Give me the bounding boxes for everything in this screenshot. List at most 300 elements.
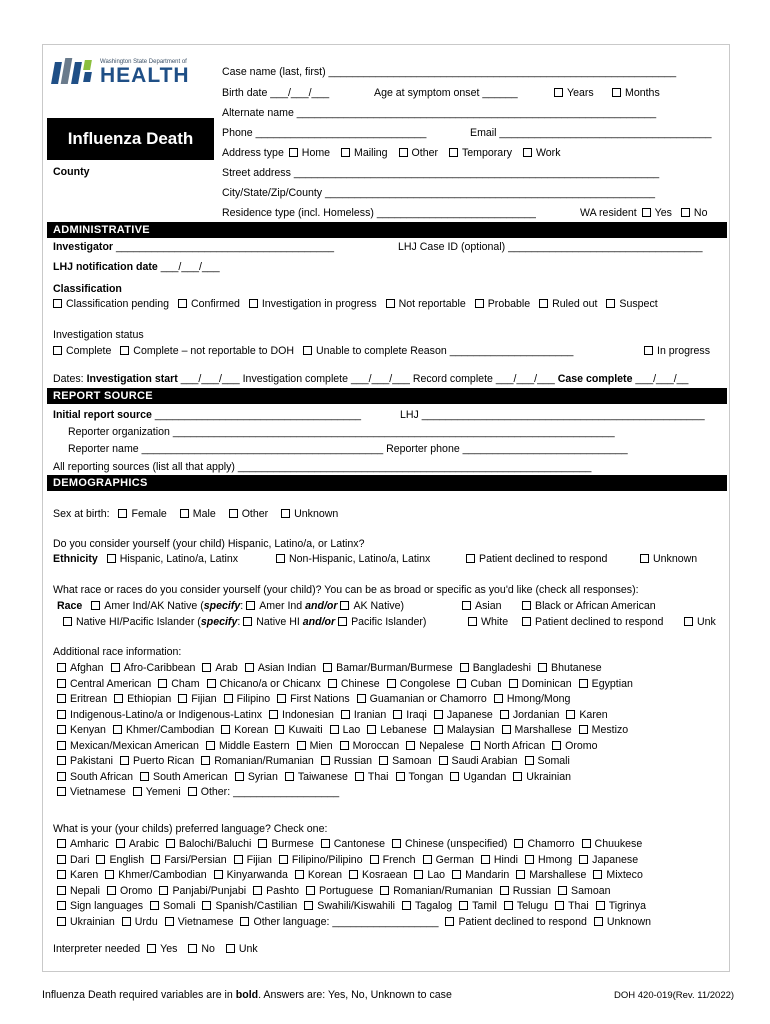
checkbox-option[interactable] [57, 869, 98, 881]
checkbox[interactable] [151, 855, 160, 864]
investigator-field[interactable]: Investigator _____________________________________ [53, 241, 334, 253]
checkbox[interactable] [340, 741, 349, 750]
checkbox-option[interactable] [434, 724, 495, 736]
checkbox-option[interactable] [514, 838, 574, 850]
checkbox[interactable] [306, 886, 315, 895]
checkbox-option[interactable] [120, 755, 194, 767]
checkbox[interactable] [459, 901, 468, 910]
checkbox-option[interactable] [387, 678, 451, 690]
checkbox[interactable] [277, 694, 286, 703]
checkbox-option[interactable] [582, 838, 643, 850]
checkbox-option[interactable] [558, 885, 610, 897]
checkbox[interactable] [481, 855, 490, 864]
checkbox-option[interactable] [57, 693, 107, 705]
checkbox[interactable] [57, 901, 66, 910]
race-white-option[interactable]: White [468, 616, 508, 629]
checkbox[interactable] [525, 756, 534, 765]
checkbox-option[interactable] [593, 869, 643, 881]
non-hispanic-option[interactable]: Non-Hispanic, Latino/a, Latinx [276, 553, 430, 566]
checkbox[interactable] [120, 756, 129, 765]
checkbox[interactable] [57, 917, 66, 926]
checkbox[interactable] [414, 870, 423, 879]
checkbox[interactable] [612, 88, 621, 97]
checkbox[interactable] [328, 679, 337, 688]
race-asian-option[interactable]: Asian [462, 600, 502, 613]
checkbox-option[interactable] [306, 885, 373, 897]
checkbox-option[interactable] [460, 662, 531, 674]
checkbox[interactable] [245, 663, 254, 672]
checkbox[interactable] [396, 772, 405, 781]
years-option[interactable]: Years [554, 87, 594, 100]
checkbox-option[interactable] [393, 709, 427, 721]
checkbox-option[interactable] [330, 724, 361, 736]
lhj-field[interactable]: LHJ ________________________________________________ [400, 409, 705, 421]
checkbox[interactable] [249, 299, 258, 308]
checkbox[interactable] [340, 601, 349, 610]
checkbox[interactable] [449, 148, 458, 157]
checkbox-option[interactable] [596, 900, 646, 912]
alternate-name-field[interactable]: Alternate name _____________________________________________________________ [222, 107, 657, 119]
checkbox-option[interactable] [552, 740, 597, 752]
checkbox[interactable] [593, 870, 602, 879]
checkbox[interactable] [554, 88, 563, 97]
checkbox[interactable] [439, 756, 448, 765]
eth-unknown-option[interactable]: Unknown [640, 553, 697, 566]
checkbox[interactable] [471, 741, 480, 750]
checkbox[interactable] [579, 679, 588, 688]
checkbox-option[interactable] [158, 678, 199, 690]
option-label: Pashto [266, 884, 300, 897]
checkbox-option[interactable] [434, 709, 493, 721]
checkbox[interactable] [642, 208, 651, 217]
reporter-organization-field[interactable]: Reporter organization ___________________________________________________________________________ [68, 426, 615, 438]
checkbox[interactable] [523, 148, 532, 157]
checkbox[interactable] [180, 509, 189, 518]
checkbox[interactable] [57, 870, 66, 879]
checkbox-option[interactable] [165, 916, 234, 928]
checkbox[interactable] [269, 710, 278, 719]
checkbox-option[interactable] [357, 693, 487, 705]
checkbox-option[interactable] [221, 724, 268, 736]
checkbox[interactable] [450, 772, 459, 781]
checkbox-option[interactable] [57, 709, 262, 721]
checkbox[interactable] [594, 917, 603, 926]
checkbox[interactable] [178, 694, 187, 703]
checkbox[interactable] [303, 346, 312, 355]
checkbox-option[interactable] [188, 786, 339, 798]
checkbox[interactable] [165, 917, 174, 926]
checkbox-option[interactable] [178, 693, 216, 705]
checkbox-option[interactable] [150, 900, 195, 912]
checkbox[interactable] [150, 901, 159, 910]
checkbox[interactable] [96, 855, 105, 864]
checkbox-option[interactable] [396, 771, 444, 783]
dates-row[interactable]: Dates: Investigation start ___/___/___ Investigation complete ___/___/___ Record complete ___/___/___ Case complete ___/___/__ [53, 373, 689, 385]
checkbox-option[interactable] [323, 662, 453, 674]
checkbox[interactable] [330, 725, 339, 734]
checkbox[interactable] [53, 299, 62, 308]
checkbox-option[interactable] [579, 854, 638, 866]
checkbox-option[interactable] [240, 916, 438, 928]
checkbox[interactable] [644, 346, 653, 355]
checkbox[interactable] [341, 148, 350, 157]
checkbox[interactable] [289, 148, 298, 157]
checkbox-option[interactable] [111, 662, 196, 674]
checkbox-option[interactable] [107, 885, 152, 897]
checkbox-option[interactable] [494, 693, 571, 705]
checkbox-option[interactable] [275, 724, 322, 736]
eth-declined-option[interactable]: Patient declined to respond [466, 553, 607, 566]
checkbox[interactable] [380, 886, 389, 895]
checkbox[interactable] [258, 839, 267, 848]
checkbox[interactable] [423, 855, 432, 864]
option-row [57, 838, 642, 851]
checkbox-option[interactable] [253, 885, 299, 897]
checkbox-option[interactable] [502, 724, 572, 736]
checkbox[interactable] [582, 839, 591, 848]
checkbox-option[interactable] [402, 900, 452, 912]
checkbox[interactable] [387, 679, 396, 688]
checkbox[interactable] [341, 710, 350, 719]
checkbox[interactable] [392, 839, 401, 848]
checkbox[interactable] [538, 663, 547, 672]
checkbox[interactable] [118, 509, 127, 518]
checkbox-option[interactable] [450, 771, 506, 783]
checkbox[interactable] [57, 741, 66, 750]
checkbox[interactable] [379, 756, 388, 765]
checkbox[interactable] [202, 663, 211, 672]
checkbox-option[interactable] [96, 854, 144, 866]
checkbox[interactable] [57, 679, 66, 688]
checkbox[interactable] [166, 839, 175, 848]
checkbox-option[interactable] [304, 900, 395, 912]
checkbox[interactable] [462, 601, 471, 610]
age-onset-field[interactable]: Age at symptom onset ______ [374, 87, 518, 99]
checkbox[interactable] [105, 870, 114, 879]
residence-type-field[interactable]: Residence type (incl. Homeless) ___________________________ [222, 207, 536, 219]
checkbox[interactable] [399, 148, 408, 157]
checkbox[interactable] [57, 787, 66, 796]
checkbox-option[interactable] [57, 678, 151, 690]
checkbox-option[interactable] [122, 916, 158, 928]
option-label: Vietnamese [177, 915, 234, 928]
checkbox[interactable] [457, 679, 466, 688]
checkbox[interactable] [555, 901, 564, 910]
street-address-field[interactable]: Street address ______________________________________________________________ [222, 167, 660, 179]
initial-report-source-field[interactable]: Initial report source ___________________________________ [53, 409, 362, 421]
checkbox-option[interactable] [500, 709, 560, 721]
in-progress-option[interactable]: In progress [644, 345, 710, 358]
checkbox-option[interactable] [57, 662, 104, 674]
checkbox[interactable] [566, 710, 575, 719]
checkbox-option[interactable] [379, 755, 431, 767]
checkbox-option[interactable] [414, 869, 445, 881]
checkbox[interactable] [188, 787, 197, 796]
checkbox-option[interactable] [159, 885, 246, 897]
checkbox-option[interactable] [471, 740, 545, 752]
checkbox-option[interactable] [500, 885, 551, 897]
checkbox[interactable] [201, 756, 210, 765]
checkbox-option[interactable] [525, 755, 570, 767]
checkbox-option[interactable] [392, 838, 507, 850]
checkbox[interactable] [243, 617, 252, 626]
checkbox-option[interactable] [295, 869, 342, 881]
checkbox-option[interactable] [57, 885, 100, 897]
checkbox-option[interactable] [367, 724, 427, 736]
checkbox-option[interactable] [245, 662, 316, 674]
checkbox[interactable] [321, 756, 330, 765]
checkbox[interactable] [57, 694, 66, 703]
checkbox-option[interactable] [201, 755, 314, 767]
checkbox-option[interactable] [206, 740, 290, 752]
checkbox-option[interactable] [285, 771, 348, 783]
checkbox[interactable] [276, 554, 285, 563]
lhj-case-id-field[interactable]: LHJ Case ID (optional) _________________________________ [398, 241, 703, 253]
checkbox-option[interactable] [234, 854, 272, 866]
case-name-field[interactable]: Case name (last, first) ___________________________________________________________ [222, 66, 677, 78]
checkbox-option[interactable] [406, 740, 464, 752]
checkbox-option[interactable] [235, 771, 278, 783]
checkbox-option[interactable] [321, 755, 372, 767]
checkbox[interactable] [525, 855, 534, 864]
checkbox[interactable] [107, 554, 116, 563]
checkbox[interactable] [111, 663, 120, 672]
checkbox[interactable] [509, 679, 518, 688]
checkbox[interactable] [513, 772, 522, 781]
checkbox-option[interactable] [439, 755, 518, 767]
checkbox[interactable] [206, 741, 215, 750]
checkbox-option[interactable] [166, 838, 251, 850]
all-reporting-sources-field[interactable]: All reporting sources (list all that apply) ____________________________________________________________ [53, 461, 592, 473]
checkbox[interactable] [606, 299, 615, 308]
checkbox-option[interactable] [57, 838, 109, 850]
checkbox[interactable] [321, 839, 330, 848]
checkbox-option[interactable] [380, 885, 493, 897]
checkbox-option[interactable] [445, 916, 586, 928]
checkbox[interactable] [502, 725, 511, 734]
checkbox-option[interactable] [516, 869, 586, 881]
checkbox[interactable] [596, 901, 605, 910]
checkbox[interactable] [514, 839, 523, 848]
checkbox-option[interactable] [509, 678, 572, 690]
checkbox[interactable] [295, 870, 304, 879]
checkbox[interactable] [367, 725, 376, 734]
checkbox[interactable] [122, 917, 131, 926]
checkbox[interactable] [188, 944, 197, 953]
checkbox[interactable] [246, 601, 255, 610]
checkbox-option[interactable] [116, 838, 159, 850]
checkbox-option[interactable] [114, 693, 171, 705]
checkbox[interactable] [235, 772, 244, 781]
checkbox[interactable] [640, 554, 649, 563]
race-black-option[interactable]: Black or African American [522, 600, 656, 613]
checkbox-option[interactable] [566, 709, 607, 721]
checkbox[interactable] [140, 772, 149, 781]
checkbox[interactable] [357, 694, 366, 703]
checkbox-option[interactable] [140, 771, 228, 783]
checkbox[interactable] [522, 601, 531, 610]
checkbox[interactable] [466, 554, 475, 563]
checkbox-option[interactable] [207, 678, 321, 690]
checkbox[interactable] [355, 772, 364, 781]
checkbox[interactable] [275, 725, 284, 734]
checkbox[interactable] [338, 617, 347, 626]
checkbox-option[interactable] [481, 854, 518, 866]
checkbox[interactable] [500, 886, 509, 895]
checkbox[interactable] [349, 870, 358, 879]
checkbox-option[interactable] [105, 869, 206, 881]
checkbox[interactable] [113, 725, 122, 734]
checkbox-option[interactable] [57, 916, 115, 928]
checkbox[interactable] [468, 617, 477, 626]
checkbox[interactable] [406, 741, 415, 750]
checkbox[interactable] [63, 617, 72, 626]
checkbox[interactable] [226, 944, 235, 953]
checkbox-option[interactable] [269, 709, 334, 721]
checkbox[interactable] [494, 694, 503, 703]
checkbox[interactable] [281, 509, 290, 518]
checkbox-option[interactable] [258, 838, 313, 850]
checkbox-option[interactable] [57, 755, 113, 767]
reporter-name-field[interactable]: Reporter name _________________________________________ Reporter phone ____________________________ [68, 443, 628, 455]
checkbox[interactable] [522, 617, 531, 626]
checkbox[interactable] [159, 886, 168, 895]
checkbox-option[interactable] [202, 900, 297, 912]
checkbox-option[interactable] [57, 786, 126, 798]
checkbox-option[interactable] [504, 900, 548, 912]
checkbox-option[interactable] [321, 838, 385, 850]
checkbox[interactable] [279, 855, 288, 864]
checkbox[interactable] [386, 299, 395, 308]
checkbox-option[interactable] [340, 740, 400, 752]
checkbox[interactable] [579, 855, 588, 864]
checkbox[interactable] [57, 772, 66, 781]
checkbox[interactable] [434, 710, 443, 719]
checkbox[interactable] [147, 944, 156, 953]
race-declined-option[interactable]: Patient declined to respond [522, 616, 663, 629]
lhj-notification-date-field[interactable]: LHJ notification date ___/___/___ [53, 261, 220, 273]
checkbox-option[interactable] [57, 900, 143, 912]
checkbox[interactable] [297, 741, 306, 750]
checkbox-option[interactable] [525, 854, 572, 866]
checkbox[interactable] [445, 917, 454, 926]
checkbox-option[interactable] [594, 916, 651, 928]
checkbox[interactable] [91, 601, 100, 610]
checkbox-option[interactable] [202, 662, 237, 674]
checkbox[interactable] [558, 886, 567, 895]
checkbox[interactable] [460, 663, 469, 672]
checkbox[interactable] [57, 855, 66, 864]
checkbox-option[interactable] [57, 854, 89, 866]
checkbox[interactable] [57, 725, 66, 734]
checkbox[interactable] [681, 208, 690, 217]
phone-field[interactable]: Phone _____________________________ [222, 127, 427, 139]
checkbox-option[interactable] [328, 678, 380, 690]
checkbox[interactable] [539, 299, 548, 308]
checkbox[interactable] [207, 679, 216, 688]
checkbox[interactable] [202, 901, 211, 910]
checkbox[interactable] [370, 855, 379, 864]
checkbox[interactable] [57, 756, 66, 765]
checkbox-option[interactable] [57, 771, 133, 783]
checkbox[interactable] [234, 855, 243, 864]
checkbox-option[interactable] [279, 854, 363, 866]
checkbox-option[interactable] [151, 854, 226, 866]
checkbox-option[interactable] [459, 900, 497, 912]
checkbox[interactable] [579, 725, 588, 734]
checkbox-option[interactable] [349, 869, 407, 881]
checkbox-option[interactable] [513, 771, 571, 783]
city-state-zip-field[interactable]: City/State/Zip/County ________________________________________________________ [222, 187, 655, 199]
checkbox[interactable] [516, 870, 525, 879]
checkbox[interactable] [504, 901, 513, 910]
checkbox[interactable] [393, 710, 402, 719]
checkbox-option[interactable] [370, 854, 416, 866]
checkbox[interactable] [552, 741, 561, 750]
checkbox-option[interactable] [214, 869, 288, 881]
checkbox-option[interactable] [452, 869, 509, 881]
checkbox-option[interactable] [457, 678, 501, 690]
checkbox[interactable] [285, 772, 294, 781]
checkbox-option[interactable] [538, 662, 602, 674]
checkbox-option[interactable] [113, 724, 214, 736]
checkbox[interactable] [178, 299, 187, 308]
checkbox-option[interactable] [579, 724, 629, 736]
checkbox[interactable] [107, 886, 116, 895]
checkbox[interactable] [57, 663, 66, 672]
checkbox[interactable] [684, 617, 693, 626]
checkbox[interactable] [158, 679, 167, 688]
checkbox[interactable] [57, 839, 66, 848]
checkbox-option[interactable] [579, 678, 633, 690]
checkbox[interactable] [221, 725, 230, 734]
checkbox-option[interactable] [57, 724, 106, 736]
checkbox[interactable] [304, 901, 313, 910]
checkbox[interactable] [452, 870, 461, 879]
checkbox[interactable] [240, 917, 249, 926]
checkbox[interactable] [116, 839, 125, 848]
checkbox[interactable] [57, 886, 66, 895]
checkbox[interactable] [114, 694, 123, 703]
checkbox[interactable] [500, 710, 509, 719]
checkbox[interactable] [402, 901, 411, 910]
race-unk-option[interactable]: Unk [684, 616, 716, 629]
checkbox-option[interactable] [355, 771, 389, 783]
checkbox-option[interactable] [277, 693, 349, 705]
checkbox[interactable] [214, 870, 223, 879]
checkbox-option[interactable] [133, 786, 181, 798]
checkbox[interactable] [253, 886, 262, 895]
checkbox[interactable] [133, 787, 142, 796]
checkbox-option[interactable] [555, 900, 589, 912]
checkbox[interactable] [53, 346, 62, 355]
birth-date-field[interactable]: Birth date ___/___/___ [222, 87, 330, 99]
checkbox[interactable] [475, 299, 484, 308]
checkbox[interactable] [229, 509, 238, 518]
checkbox[interactable] [224, 694, 233, 703]
checkbox[interactable] [57, 710, 66, 719]
checkbox-option[interactable] [297, 740, 333, 752]
email-field[interactable]: Email ____________________________________ [470, 127, 712, 139]
checkbox-option[interactable] [341, 709, 386, 721]
checkbox-option[interactable] [57, 740, 199, 752]
checkbox[interactable] [323, 663, 332, 672]
checkbox[interactable] [434, 725, 443, 734]
months-option[interactable]: Months [612, 87, 660, 100]
checkbox-option[interactable] [224, 693, 271, 705]
checkbox[interactable] [120, 346, 129, 355]
checkbox-option[interactable] [423, 854, 474, 866]
